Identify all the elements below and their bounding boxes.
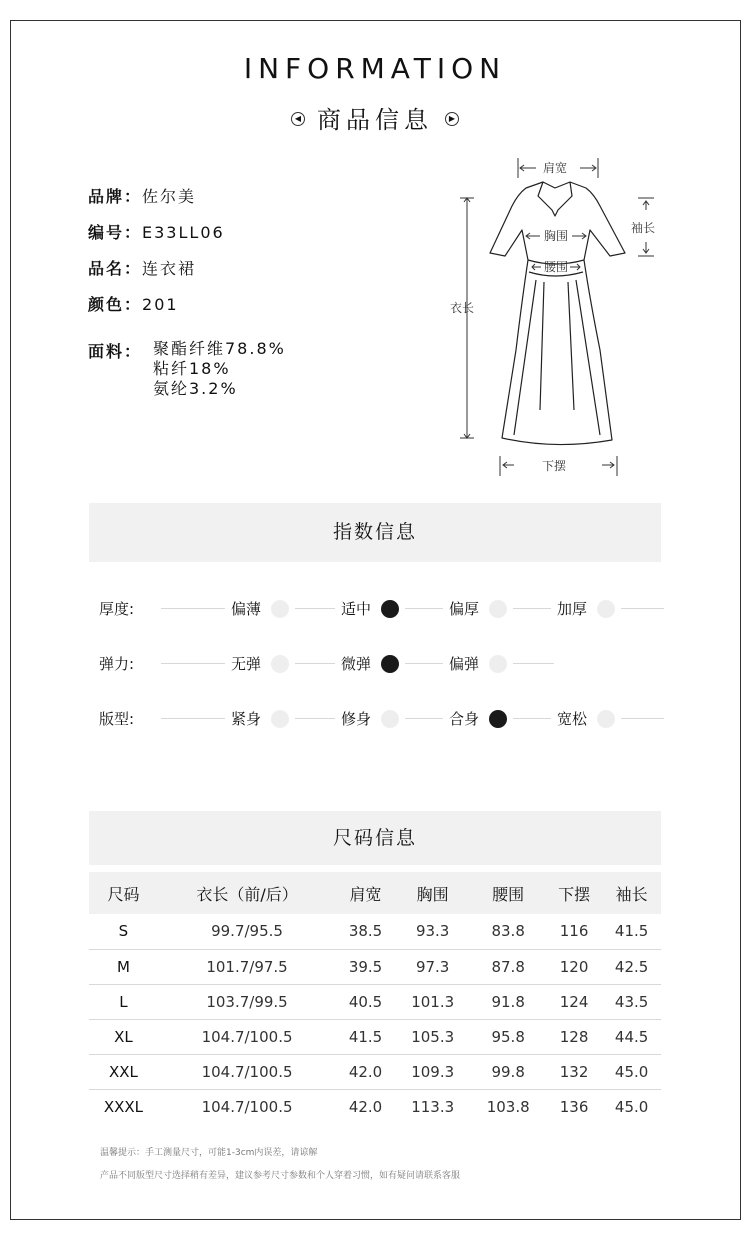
color-value: 201 xyxy=(142,295,179,314)
indicator-dot xyxy=(597,710,615,728)
elasticity-option: 无弹 xyxy=(225,653,295,674)
dress-measurement-diagram xyxy=(440,150,670,485)
table-row: XXXL 104.7/100.5 42.0 113.3 103.8 136 45.0 xyxy=(103,1097,649,1116)
brand-label: 品牌： xyxy=(88,187,143,206)
fabric-list xyxy=(153,339,286,399)
fabric-row xyxy=(88,339,142,362)
table-row: S 99.7/95.5 38.5 93.3 83.8 116 41.5 xyxy=(89,914,661,949)
header-cell: 尺码 xyxy=(89,872,158,914)
indicator-dot xyxy=(489,600,507,618)
indicator-dot xyxy=(489,655,507,673)
brand-value: 佐尔美 xyxy=(142,187,197,206)
table-row: XXL 104.7/100.5 42.0 109.3 99.8 132 45.0 xyxy=(89,1054,661,1089)
elasticity-row xyxy=(99,648,664,678)
label-sleeve: 袖长 xyxy=(631,221,656,235)
header-cell: 下摆 xyxy=(546,872,602,914)
fabric-item: 聚酯纤维78.8% xyxy=(153,339,286,358)
color-label: 颜色： xyxy=(88,295,143,314)
label-hem: 下摆 xyxy=(542,459,567,473)
name-value: 连衣裙 xyxy=(142,259,197,278)
arrow-right-icon: ▶ xyxy=(445,112,459,126)
code-label: 编号： xyxy=(88,223,143,242)
header-cell: 袖长 xyxy=(602,872,661,914)
header-cell: 衣长（前/后） xyxy=(158,872,336,914)
fit-row xyxy=(99,703,664,733)
label-shoulder: 肩宽 xyxy=(543,161,568,175)
thickness-label: 厚度: xyxy=(99,600,135,618)
thickness-option: 加厚 xyxy=(551,598,621,619)
code-row xyxy=(88,220,225,243)
subtitle-text: 商品信息 xyxy=(317,106,433,134)
page-subtitle xyxy=(0,100,750,135)
elasticity-option: 偏弹 xyxy=(443,653,513,674)
fit-option: 宽松 xyxy=(551,708,621,729)
fabric-item: 粘纤18% xyxy=(153,359,231,378)
table-row: L 103.7/99.5 40.5 101.3 91.8 124 43.5 xyxy=(89,984,661,1019)
size-section-title: 尺码信息 xyxy=(89,811,661,865)
indicator-dot xyxy=(597,600,615,618)
name-label: 品名： xyxy=(88,259,143,278)
label-waist: 腰围 xyxy=(544,260,569,274)
fit-option: 紧身 xyxy=(225,708,295,729)
fabric-label: 面料： xyxy=(88,342,143,361)
thickness-option: 适中 xyxy=(335,598,405,619)
label-length: 衣长 xyxy=(450,301,475,315)
table-row: M 101.7/97.5 39.5 97.3 87.8 120 42.5 xyxy=(89,949,661,984)
fit-option: 合身 xyxy=(443,708,513,729)
arrow-left-icon: ◀ xyxy=(291,112,305,126)
thickness-option: 偏厚 xyxy=(443,598,513,619)
brand-row xyxy=(88,184,196,207)
size-table xyxy=(89,872,661,1124)
color-row xyxy=(88,292,179,315)
elasticity-label: 弹力: xyxy=(99,655,135,673)
name-row xyxy=(88,256,196,279)
table-row: XL 104.7/100.5 41.5 105.3 95.8 128 44.5 xyxy=(89,1019,661,1054)
size-advice-note: 产品不同版型尺寸选择稍有差异，建议参考尺寸参数和个人穿着习惯，如有疑问请联系客服 xyxy=(100,1171,461,1181)
code-value: E33LL06 xyxy=(142,223,225,242)
selected-dot xyxy=(489,710,507,728)
indicator-dot xyxy=(271,710,289,728)
thickness-row xyxy=(99,593,664,623)
selected-dot xyxy=(381,655,399,673)
selected-dot xyxy=(381,600,399,618)
size-table-header xyxy=(89,872,661,914)
header-cell: 肩宽 xyxy=(336,872,395,914)
fit-label: 版型: xyxy=(99,710,135,728)
page-title: INFORMATION xyxy=(243,52,507,85)
label-chest: 胸围 xyxy=(544,229,569,243)
measurement-note: 温馨提示：手工测量尺寸，可能1-3cm内误差，请谅解 xyxy=(100,1148,318,1158)
header-cell: 腰围 xyxy=(470,872,546,914)
index-section-title: 指数信息 xyxy=(89,503,661,562)
indicator-dot xyxy=(271,655,289,673)
fit-option: 修身 xyxy=(335,708,405,729)
header-cell: 胸围 xyxy=(395,872,471,914)
elasticity-option: 微弹 xyxy=(335,653,405,674)
indicator-dot xyxy=(381,710,399,728)
thickness-option: 偏薄 xyxy=(225,598,295,619)
indicator-dot xyxy=(271,600,289,618)
fabric-item: 氨纶3.2% xyxy=(153,379,238,398)
